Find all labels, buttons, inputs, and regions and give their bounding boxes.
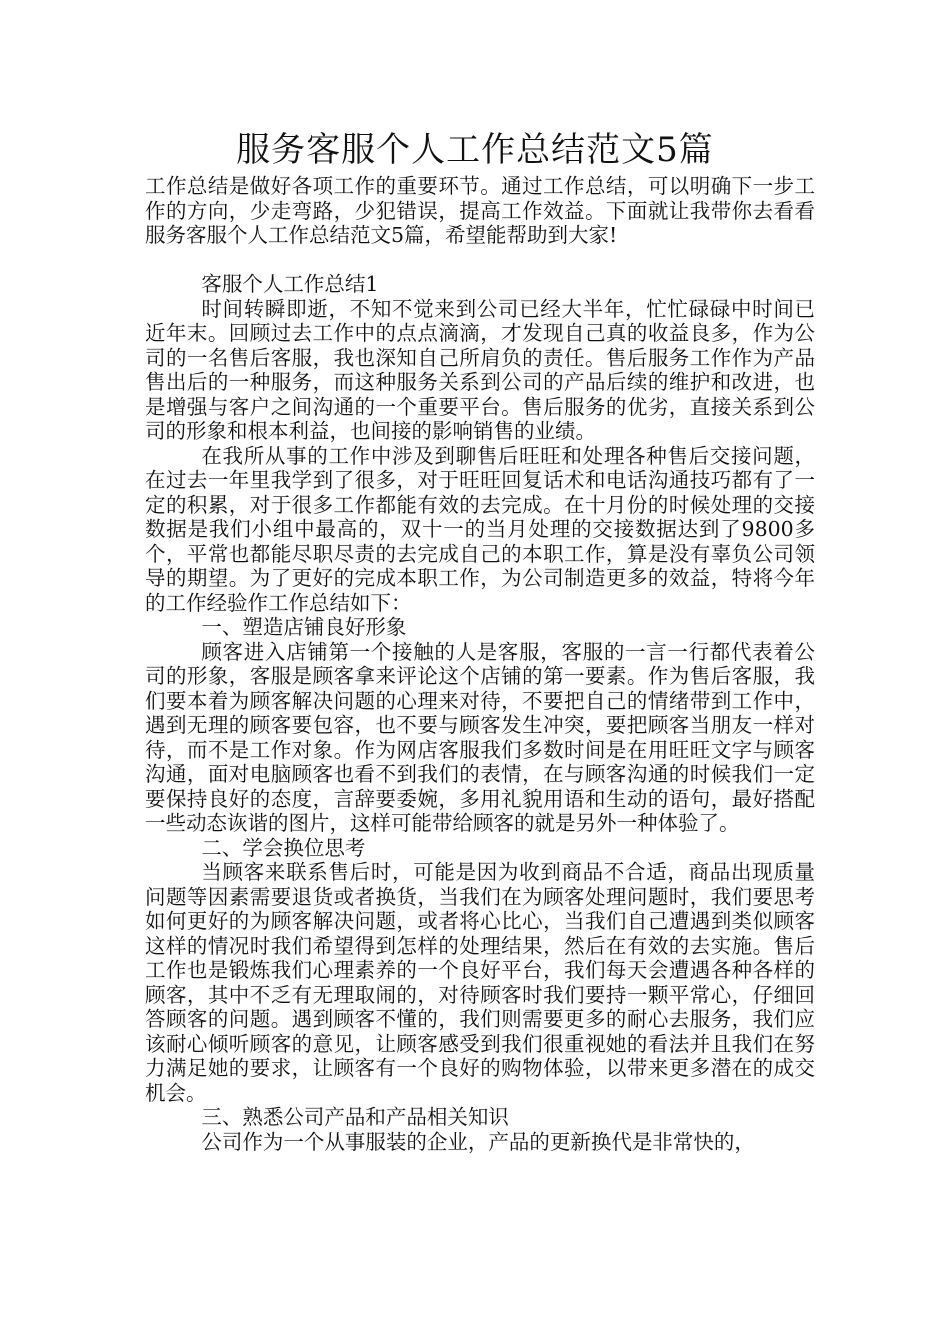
paragraph-gap: [145, 248, 815, 273]
intro-paragraph: 工作总结是做好各项工作的重要环节。通过工作总结，可以明确下一步工作的方向，少走弯路，少犯错误，提高工作效益。下面就让我带你去看看服务客服个人工作总结范文5篇，希望能帮助到大家!: [145, 174, 815, 247]
body-paragraph-3: 顾客进入店铺第一个接触的人是客服，客服的一言一行都代表着公司的形象，客服是顾客拿来评论这个店铺的第一要素。作为售后客服，我们要本着为顾客解决问题的心理来对待，不要把自己的情绪带到工作中，遇到无理的顾客要包容，也不要与顾客发生冲突，要把顾客当朋友一样对待，而不是工作对象。作为网店客服我们多数时间是在用旺旺文字与顾客沟通，面对电脑顾客也看不到我们的表情，在与顾客沟通的时候我们一定要保持良好的态度，言辞要委婉，多用礼貌用语和生动的语句，最好搭配一些动态诙谐的图片，这样可能带给顾客的就是另外一种体验了。: [145, 639, 815, 835]
body-paragraph-2: 在我所从事的工作中涉及到聊售后旺旺和处理各种售后交接问题，在过去一年里我学到了很多，对于旺旺回复话术和电话沟通技巧都有了一定的积累，对于很多工作都能有效的去完成。在十月份的时候处理的交接数据是我们小组中最高的，双十一的当月处理的交接数据达到了9800多个，平常也都能尽职尽责的去完成自己的本职工作，算是没有辜负公司领导的期望。为了更好的完成本职工作，为公司制造更多的效益，特将今年的工作经验作工作总结如下：: [145, 443, 815, 615]
document-body: [145, 174, 815, 1154]
section-title: 客服个人工作总结1: [201, 272, 379, 296]
body-paragraph-5: 公司作为一个从事服装的企业，产品的更新换代是非常快的，: [201, 1129, 755, 1154]
document-title: 服务客服个人工作总结范文5篇: [236, 130, 714, 170]
body-paragraph-1: 时间转瞬即逝，不知不觉来到公司已经大半年，忙忙碌碌中时间已近年末。回顾过去工作中的点点滴滴，才发现自己真的收益良多，作为公司的一名售后客服，我也深知自己所肩负的责任。售后服务工作作为产品售出后的一种服务，而这种服务关系到公司的产品后续的维护和改进，也是增强与客户之间沟通的一个重要平台。售后服务的优劣，直接关系到公司的形象和根本利益，也间接的影响销售的业绩。: [145, 296, 815, 443]
subheading-3: 三、熟悉公司产品和产品相关知识: [201, 1105, 509, 1129]
subheading-1: 一、塑造店铺良好形象: [201, 615, 407, 639]
body-paragraph-4: 当顾客来联系售后时，可能是因为收到商品不合适，商品出现质量问题等因素需要退货或者换货，当我们在为顾客处理问题时，我们要思考如何更好的为顾客解决问题，或者将心比心，当我们自己遭遇到类似顾客这样的情况时我们希望得到怎样的处理结果，然后在有效的去实施。售后工作也是锻炼我们心理素养的一个良好平台，我们每天会遭遇各种各样的顾客，其中不乏有无理取闹的，对待顾客时我们要持一颗平常心，仔细回答顾客的问题。遇到顾客不懂的，我们则需要更多的耐心去服务，我们应该耐心倾听顾客的意见，让顾客感受到我们很重视她的看法并且我们在努力满足她的要求，让顾客有一个良好的购物体验，以带来更多潜在的成交机会。: [145, 860, 815, 1105]
subheading-2: 二、学会换位思考: [201, 835, 366, 860]
